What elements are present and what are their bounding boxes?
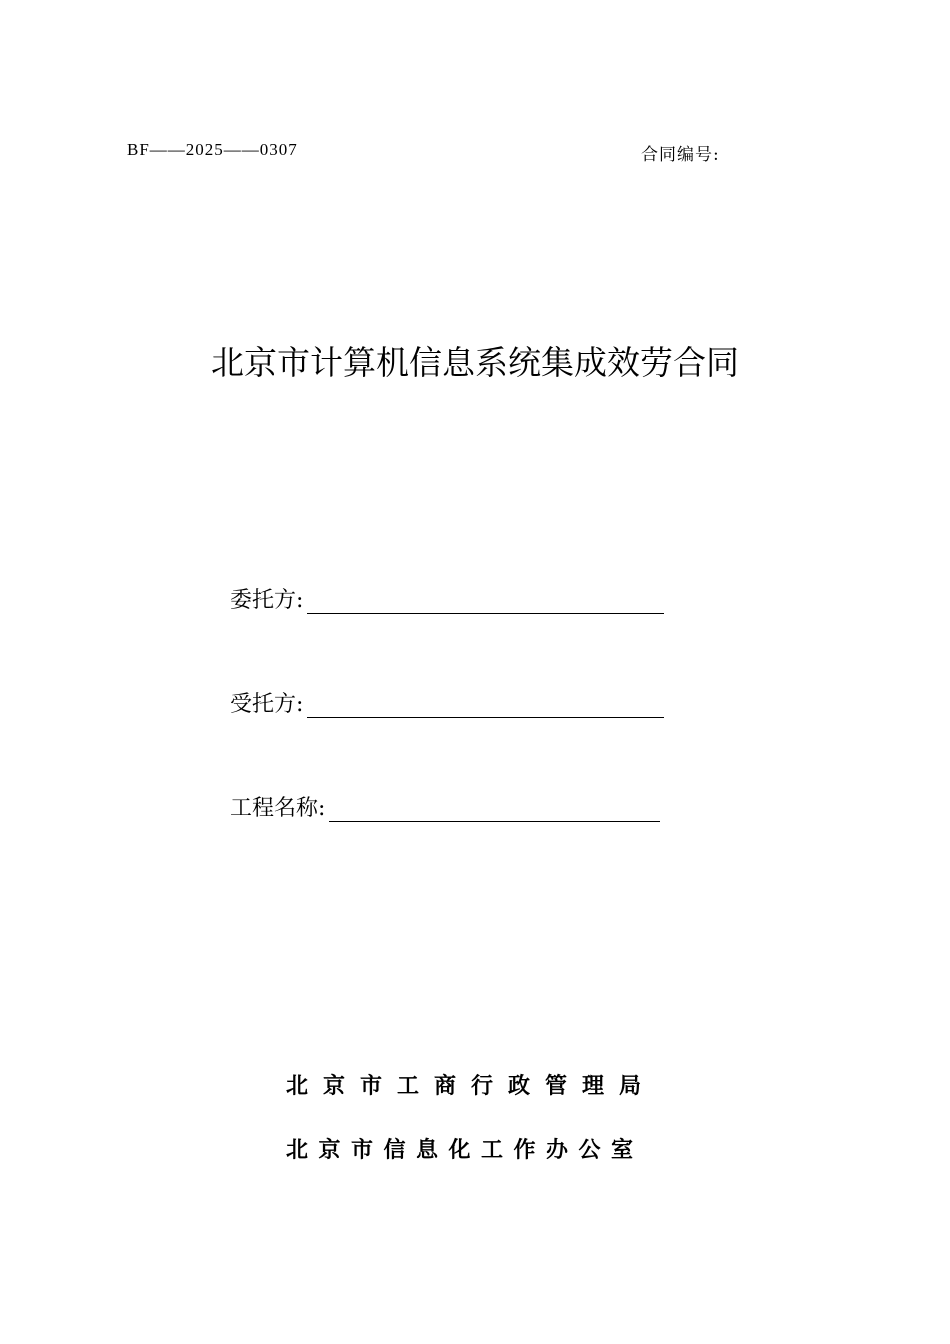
contractor-label: 受托方:	[230, 692, 304, 717]
issuer-industry-commerce-bureau: 北京市工商行政管理局	[286, 1073, 657, 1099]
contractor-field	[230, 692, 664, 718]
document-code: BF——2025——0307	[127, 140, 298, 159]
project-name-blank-line[interactable]	[329, 801, 660, 822]
issuer-informatization-office: 北京市信息化工作办公室	[286, 1137, 644, 1163]
project-name-label: 工程名称:	[230, 796, 326, 821]
client-blank-line[interactable]	[307, 593, 664, 614]
client-label: 委托方:	[230, 588, 304, 613]
contractor-blank-line[interactable]	[307, 697, 664, 718]
contract-title: 北京市计算机信息系统集成效劳合同	[211, 343, 739, 382]
contract-number-label: 合同编号:	[641, 145, 720, 165]
project-name-field	[230, 796, 660, 822]
client-field	[230, 588, 664, 614]
